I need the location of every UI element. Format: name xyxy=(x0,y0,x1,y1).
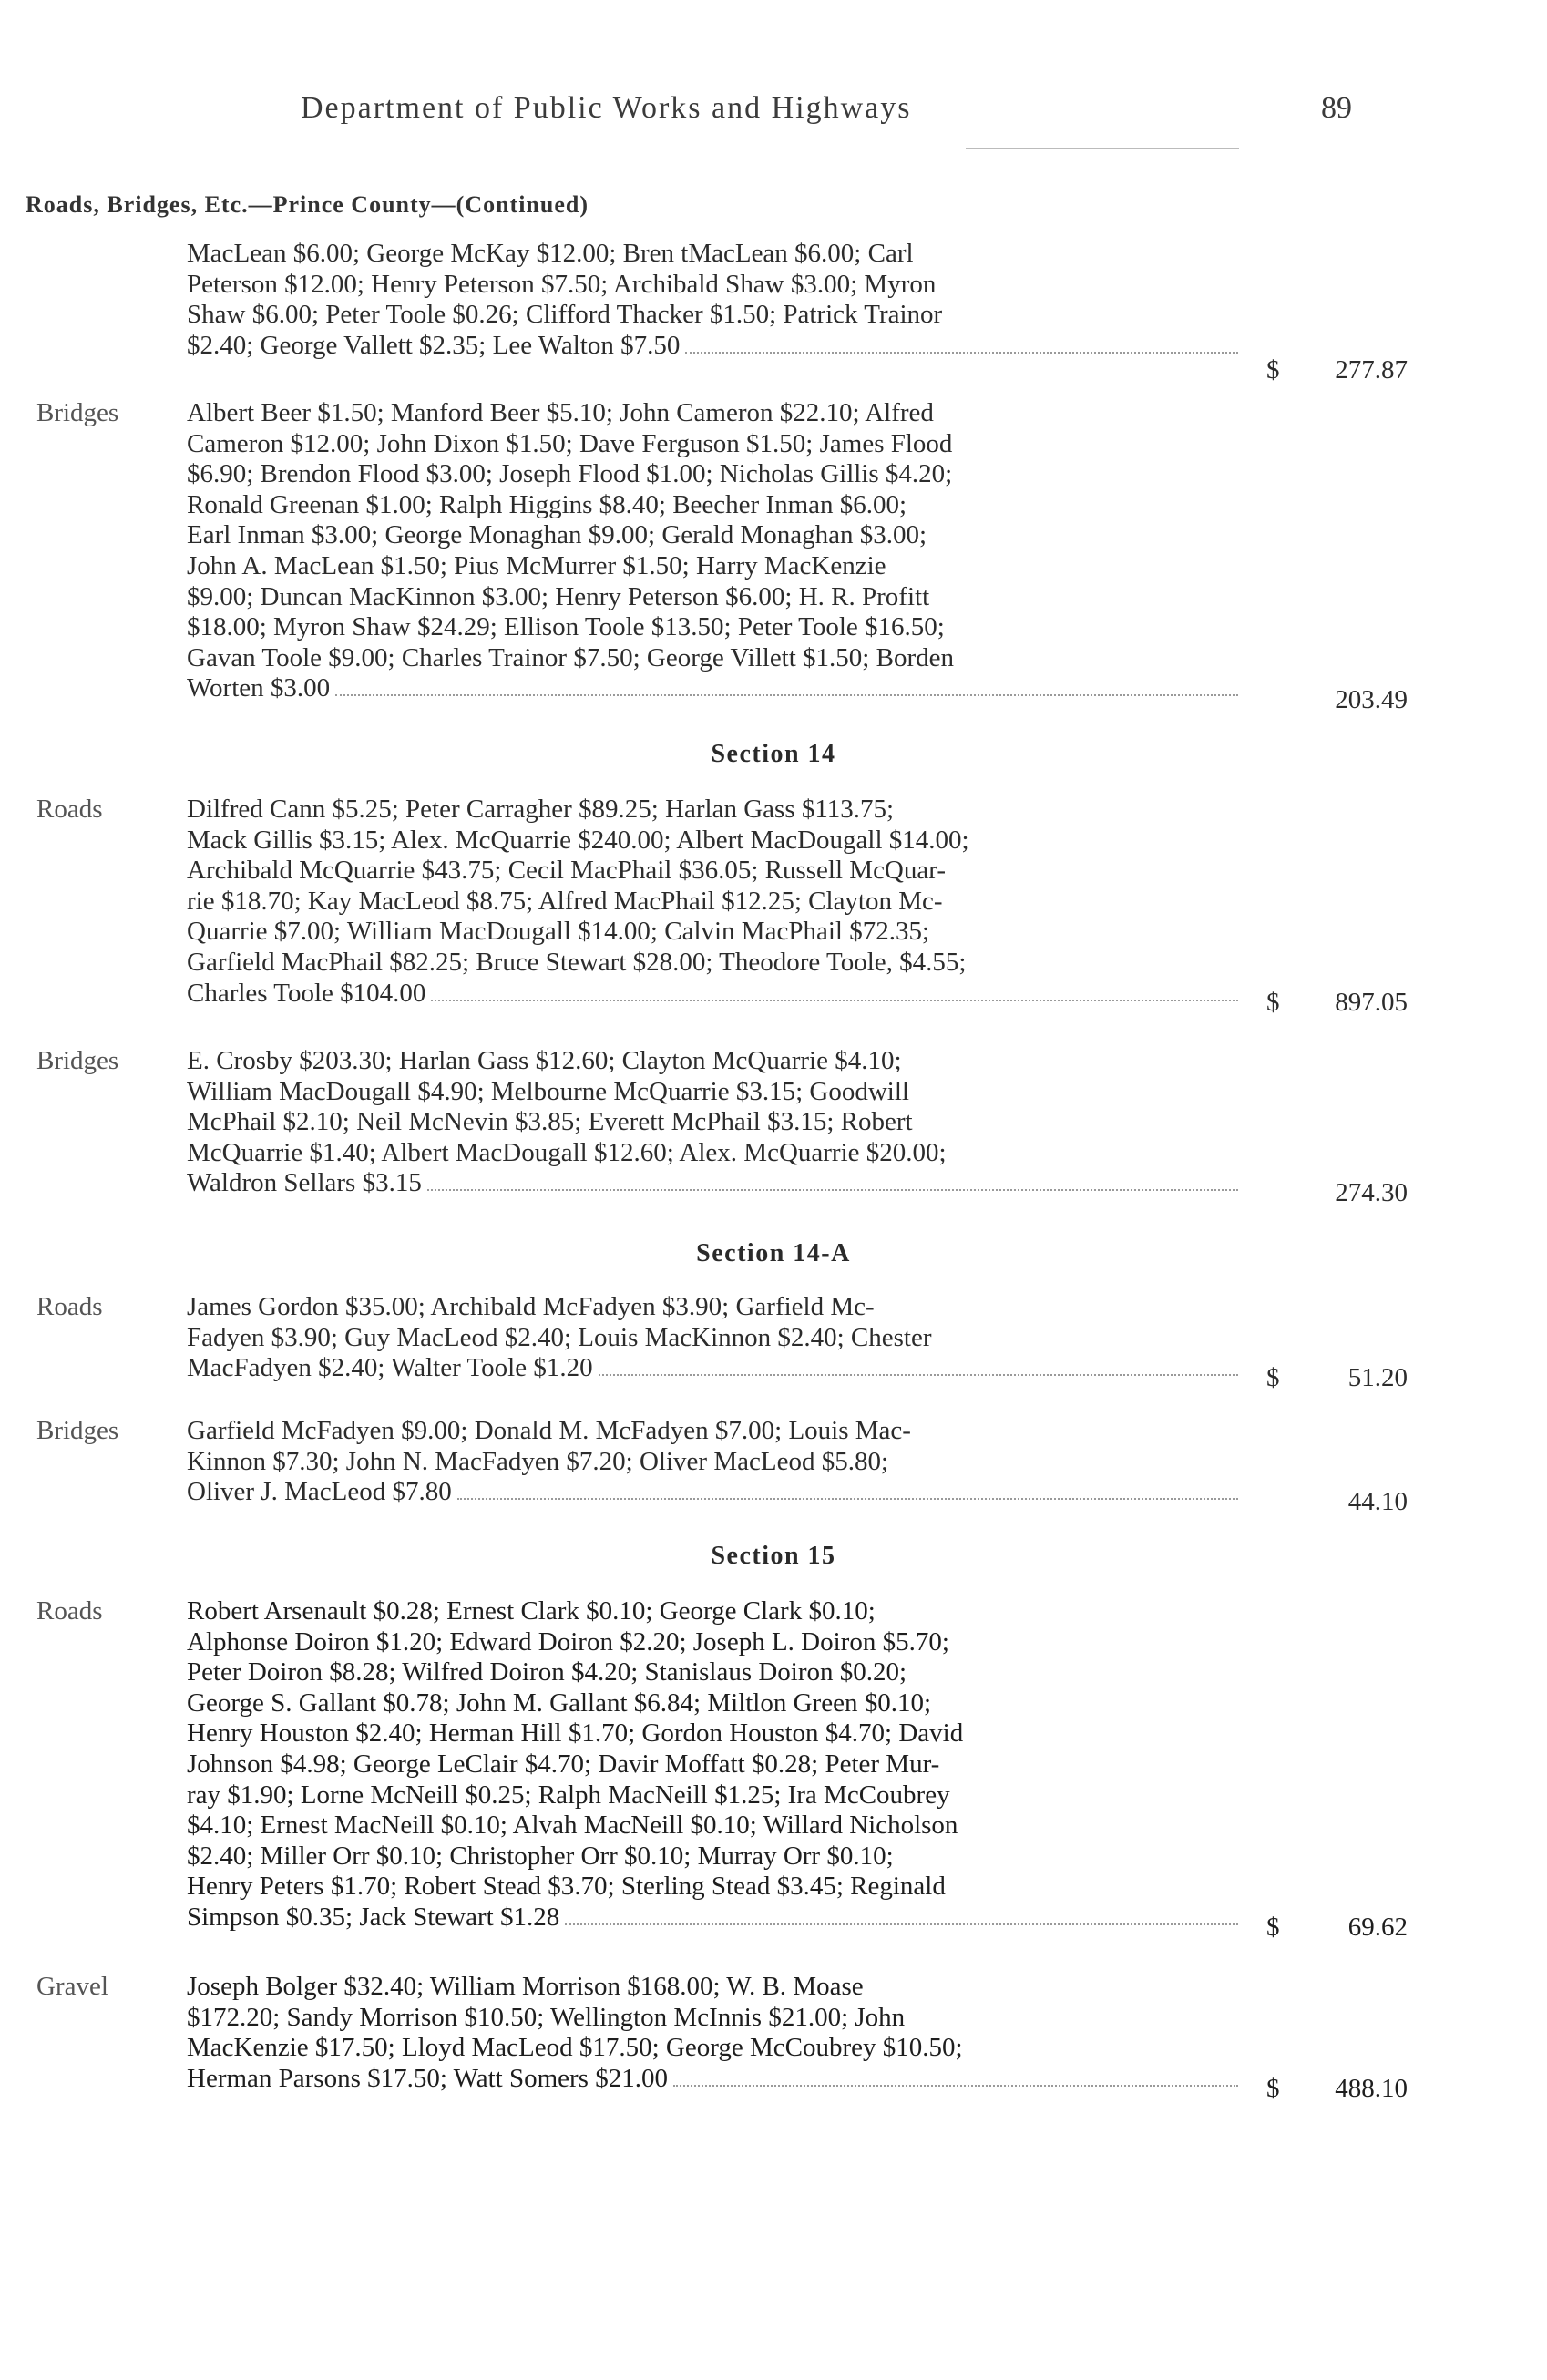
dot-leader xyxy=(565,1923,1238,1925)
entry-last-line-text: Charles Toole $104.00 xyxy=(187,978,426,1008)
category-label: Bridges xyxy=(36,1046,119,1075)
dollar-sign: $ xyxy=(1266,355,1280,385)
entry-text xyxy=(187,239,1244,361)
entry-last-line xyxy=(187,673,1244,704)
entry-text xyxy=(187,1972,1244,2094)
entry-line: $6.90; Brendon Flood $3.00; Joseph Flood $1.00; Nicholas Gillis $4.20; xyxy=(187,459,953,489)
entry-line: Dilfred Cann $5.25; Peter Carragher $89.25; Harlan Gass $113.75; xyxy=(187,795,895,824)
entry-text xyxy=(187,1596,1244,1934)
entry-line: Quarrie $7.00; William MacDougall $14.00; Calvin MacPhail $72.35; xyxy=(187,917,930,947)
entry-last-line-text: Simpson $0.35; Jack Stewart $1.28 xyxy=(187,1902,560,1932)
category-label: Roads xyxy=(36,795,103,824)
entry-line: William MacDougall $4.90; Melbourne McQuarrie $3.15; Goodwill xyxy=(187,1076,909,1106)
entry-text xyxy=(187,1046,1244,1199)
category-label: Roads xyxy=(36,1292,103,1321)
entry-last-line xyxy=(187,979,1244,1010)
entry-line: Henry Houston $2.40; Herman Hill $1.70; Gordon Houston $4.70; David xyxy=(187,1718,964,1749)
entry-line: $4.10; Ernest MacNeill $0.10; Alvah MacNeill $0.10; Willard Nicholson xyxy=(187,1811,958,1841)
entry-last-line xyxy=(187,1903,1244,1934)
entry-last-line xyxy=(187,1477,1244,1508)
entry-line: Earl Inman $3.00; George Monaghan $9.00; Gerald Monaghan $3.00; xyxy=(187,520,927,550)
total-amount: 277.87 xyxy=(1335,355,1408,385)
total-amount: 69.62 xyxy=(1347,1913,1408,1942)
total-amount: 897.05 xyxy=(1335,988,1408,1017)
category-label: Gravel xyxy=(36,1972,108,2001)
category-label: Roads xyxy=(36,1596,103,1626)
entry-text xyxy=(187,1292,1244,1384)
entry-last-line xyxy=(187,331,1244,362)
section-title-14a: Section 14-A xyxy=(696,1239,851,1267)
entry-line: Cameron $12.00; John Dixon $1.50; Dave Ferguson $1.50; James Flood xyxy=(187,428,953,458)
entry-last-line-text: Waldron Sellars $3.15 xyxy=(187,1168,422,1198)
entry-line: ray $1.90; Lorne McNeill $0.25; Ralph MacNeill $1.25; Ira McCoubrey xyxy=(187,1780,950,1810)
dot-leader xyxy=(427,1189,1238,1191)
entry-line: Peter Doiron $8.28; Wilfred Doiron $4.20; Stanislaus Doiron $0.20; xyxy=(187,1657,907,1688)
entry-line: $18.00; Myron Shaw $24.29; Ellison Toole $13.50; Peter Toole $16.50; xyxy=(187,612,945,642)
entry-line: McQuarrie $1.40; Albert MacDougall $12.60; Alex. McQuarrie $20.00; xyxy=(187,1137,947,1167)
total-amount: 488.10 xyxy=(1335,2074,1408,2103)
entry-line: Albert Beer $1.50; Manford Beer $5.10; John Cameron $22.10; Alfred xyxy=(187,398,934,427)
dot-leader xyxy=(685,352,1238,354)
dollar-sign: $ xyxy=(1266,1913,1280,1942)
entry-line: $172.20; Sandy Morrison $10.50; Wellington McInnis $21.00; John xyxy=(187,2002,906,2032)
entry-line: Garfield MacPhail $82.25; Bruce Stewart $28.00; Theodore Toole, $4.55; xyxy=(187,947,967,977)
entry-text xyxy=(187,398,1244,704)
entry-text xyxy=(187,1416,1244,1508)
entry-last-line-text: Oliver J. MacLeod $7.80 xyxy=(187,1477,452,1507)
header-rule xyxy=(966,148,1239,149)
entry-line: Joseph Bolger $32.40; William Morrison $168.00; W. B. Moase xyxy=(187,1972,864,2001)
page-header xyxy=(0,91,1547,137)
entry-last-line-text: Worten $3.00 xyxy=(187,673,331,703)
entry-last-line-text: Herman Parsons $17.50; Watt Somers $21.00 xyxy=(187,2063,668,2093)
entry-line: Gavan Toole $9.00; Charles Trainor $7.50; George Villett $1.50; Borden xyxy=(187,642,954,672)
entry-line: Mack Gillis $3.15; Alex. McQuarrie $240.00; Albert MacDougall $14.00; xyxy=(187,825,969,855)
entry-line: Shaw $6.00; Peter Toole $0.26; Clifford Thacker $1.50; Patrick Trainor xyxy=(187,300,943,330)
entry-line: McPhail $2.10; Neil McNevin $3.85; Everett McPhail $3.15; Robert xyxy=(187,1107,913,1137)
entry-line: John A. MacLean $1.50; Pius McMurrer $1.50; Harry MacKenzie xyxy=(187,550,886,580)
entry-line: E. Crosby $203.30; Harlan Gass $12.60; Clayton McQuarrie $4.10; xyxy=(187,1046,902,1075)
dot-leader xyxy=(431,1000,1238,1001)
entry-line: $2.40; Miller Orr $0.10; Christopher Orr $0.10; Murray Orr $0.10; xyxy=(187,1841,894,1871)
dollar-sign: $ xyxy=(1266,988,1280,1017)
entry-line: MacKenzie $17.50; Lloyd MacLeod $17.50; George McCoubrey $10.50; xyxy=(187,2033,963,2063)
dot-leader xyxy=(673,2085,1238,2087)
dot-leader xyxy=(335,694,1238,696)
total-amount: 51.20 xyxy=(1347,1363,1408,1392)
entry-last-line xyxy=(187,1353,1244,1384)
entry-line: George S. Gallant $0.78; John M. Gallant $6.84; Miltlon Green $0.10; xyxy=(187,1688,932,1718)
page-number: 89 xyxy=(1321,91,1352,125)
dot-leader xyxy=(599,1374,1238,1376)
entry-line: Fadyen $3.90; Guy MacLeod $2.40; Louis MacKinnon $2.40; Chester xyxy=(187,1322,932,1352)
entry-line: Alphonse Doiron $1.20; Edward Doiron $2.20; Joseph L. Doiron $5.70; xyxy=(187,1626,949,1657)
dot-leader xyxy=(457,1498,1238,1500)
entry-last-line xyxy=(187,1168,1244,1199)
total-amount: 203.49 xyxy=(1335,685,1408,714)
section-title-15: Section 15 xyxy=(711,1542,836,1570)
category-label: Bridges xyxy=(36,398,119,427)
total-amount: 274.30 xyxy=(1335,1178,1408,1207)
entry-line: MacLean $6.00; George McKay $12.00; Bren tMacLean $6.00; Carl xyxy=(187,239,914,268)
total-amount: 44.10 xyxy=(1347,1487,1408,1516)
entry-line: James Gordon $35.00; Archibald McFadyen $3.90; Garfield Mc- xyxy=(187,1292,875,1321)
entry-last-line xyxy=(187,2064,1244,2095)
entry-line: Ronald Greenan $1.00; Ralph Higgins $8.40; Beecher Inman $6.00; xyxy=(187,489,907,519)
entry-line: Johnson $4.98; George LeClair $4.70; Davir Moffatt $0.28; Peter Mur- xyxy=(187,1749,940,1779)
entry-last-line-text: $2.40; George Vallett $2.35; Lee Walton $7.50 xyxy=(187,330,681,360)
entry-last-line-text: MacFadyen $2.40; Walter Toole $1.20 xyxy=(187,1353,593,1383)
dollar-sign: $ xyxy=(1266,1363,1280,1392)
entry-line: Peterson $12.00; Henry Peterson $7.50; Archibald Shaw $3.00; Myron xyxy=(187,269,937,299)
entry-line: Garfield McFadyen $9.00; Donald M. McFadyen $7.00; Louis Mac- xyxy=(187,1416,911,1445)
entry-line: Henry Peters $1.70; Robert Stead $3.70; Sterling Stead $3.45; Reginald xyxy=(187,1872,946,1902)
entry-text xyxy=(187,795,1244,1009)
entry-line: rie $18.70; Kay MacLeod $8.75; Alfred MacPhail $12.25; Clayton Mc- xyxy=(187,886,943,916)
entry-line: Robert Arsenault $0.28; Ernest Clark $0.10; George Clark $0.10; xyxy=(187,1596,876,1626)
entry-line: $9.00; Duncan MacKinnon $3.00; Henry Peterson $6.00; H. R. Profitt xyxy=(187,581,930,611)
dollar-sign: $ xyxy=(1266,2074,1280,2103)
category-label: Bridges xyxy=(36,1416,119,1445)
entry-line: Archibald McQuarrie $43.75; Cecil MacPhail $36.05; Russell McQuar- xyxy=(187,856,946,886)
running-head: Roads, Bridges, Etc.—Prince County—(Continued) xyxy=(26,191,589,218)
section-title-14: Section 14 xyxy=(711,740,836,768)
entry-line: Kinnon $7.30; John N. MacFadyen $7.20; Oliver MacLeod $5.80; xyxy=(187,1446,889,1476)
page-header-title: Department of Public Works and Highways xyxy=(301,91,912,125)
